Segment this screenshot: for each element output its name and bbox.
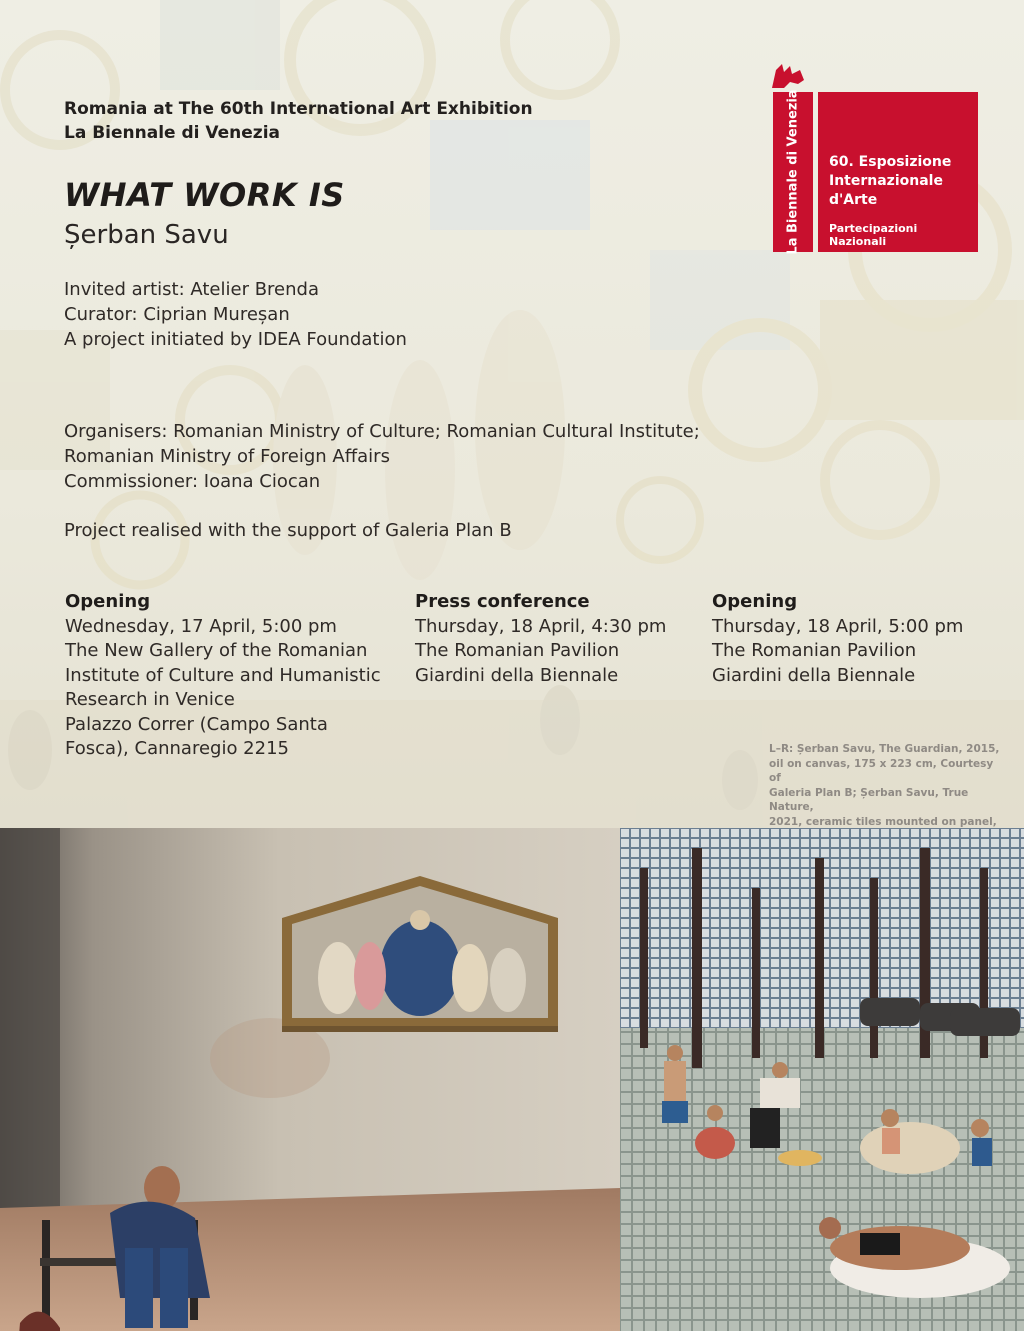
event-venue-line: Institute of Culture and Humanistic (65, 664, 381, 686)
event-heading: Opening (65, 591, 151, 612)
event-heading: Press conference (415, 591, 590, 612)
painting-image (0, 828, 620, 1331)
biennale-logo (770, 62, 978, 254)
mosaic-image (620, 828, 1024, 1331)
header-line-2: La Biennale di Venezia (64, 123, 280, 143)
event-venue-line: The Romanian Pavilion (712, 640, 917, 661)
event-date: Thursday, 18 April, 5:00 pm (712, 615, 964, 637)
event-venue-line: The New Gallery of the Romanian (65, 640, 368, 661)
event-press-conference (415, 590, 695, 688)
logo-line-1: 60. Esposizione (829, 154, 952, 170)
event-opening-1 (65, 590, 395, 762)
initiator: A project initiated by IDEA Foundation (64, 329, 407, 350)
artist-name: Șerban Savu (64, 220, 229, 250)
event-venue-line: Fosca), Cannaregio 2215 (65, 738, 289, 759)
caption-line: 2021, ceramic tiles mounted on panel, (769, 815, 997, 828)
event-venue-line: Palazzo Correr (Campo Santa (65, 713, 328, 735)
curator: Curator: Ciprian Mureșan (64, 304, 290, 325)
logo-vertical-bar (773, 89, 813, 255)
event-venue-line: The Romanian Pavilion (415, 640, 620, 661)
event-venue-line: Research in Venice (65, 689, 235, 710)
logo-box (818, 92, 978, 252)
event-date: Wednesday, 17 April, 5:00 pm (65, 615, 337, 637)
exhibition-title: WHAT WORK IS (64, 176, 345, 214)
support-note: Project realised with the support of Galeria Plan B (64, 520, 512, 541)
organisers-line-2: Romanian Ministry of Foreign Affairs (64, 446, 390, 467)
invited-artist: Invited artist: Atelier Brenda (64, 279, 319, 300)
event-venue-line: Giardini della Biennale (712, 664, 916, 686)
credits-block (64, 277, 407, 352)
exhibition-header (64, 97, 533, 145)
organisers-block (64, 419, 700, 494)
commissioner: Commissioner: Ioana Ciocan (64, 471, 321, 492)
caption-line: L–R: Șerban Savu, The Guardian, 2015, (769, 743, 1000, 755)
caption-line: oil on canvas, 175 x 223 cm, Courtesy of (769, 757, 994, 784)
winged-lion-icon (770, 62, 806, 92)
header-line-1: Romania at The 60th International Art Exhibition (64, 99, 533, 119)
organisers-line-1: Organisers: Romanian Ministry of Culture; Romanian Cultural Institute; (64, 421, 700, 442)
logo-vertical-text: La Biennale di Venezia (785, 89, 801, 255)
logo-title (829, 153, 951, 210)
event-date: Thursday, 18 April, 4:30 pm (415, 615, 667, 637)
caption-line: Galeria Plan B; Șerban Savu, True Nature, (769, 786, 969, 813)
logo-line-3: d'Arte (829, 192, 878, 208)
mosaic-scene-icon (620, 828, 1024, 1331)
logo-subtitle: Partecipazioni Nazionali (829, 222, 918, 248)
event-venue-line: Giardini della Biennale (415, 664, 619, 686)
event-heading: Opening (712, 591, 798, 612)
event-opening-2 (712, 590, 1002, 688)
logo-line-2: Internazionale (829, 173, 943, 189)
